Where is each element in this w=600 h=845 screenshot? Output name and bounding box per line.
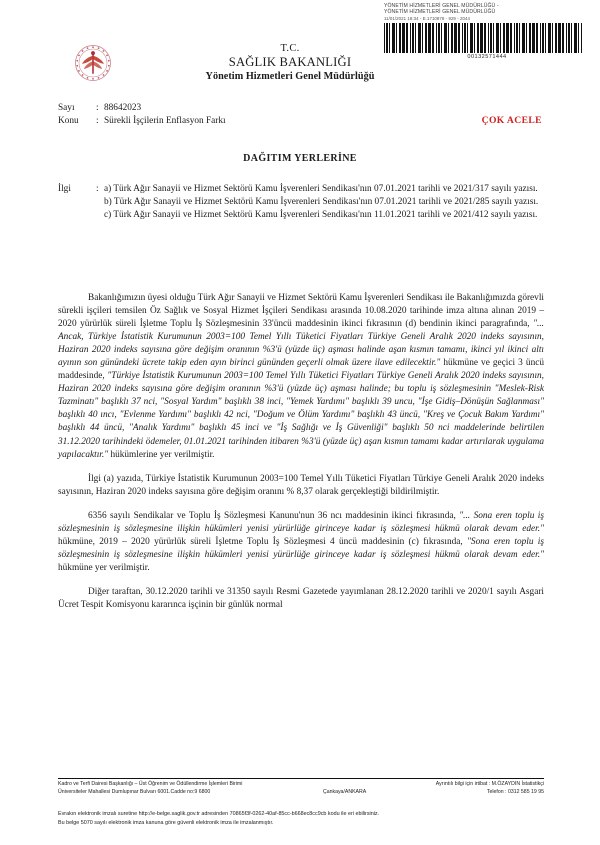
barcode-number: 00132571444 xyxy=(467,53,507,60)
distribution-title: DAĞITIM YERLERİNE xyxy=(243,153,357,164)
ilgi-label: İlgi xyxy=(58,184,71,194)
body-paragraph-2: İlgi (a) yazıda, Türkiye İstatistik Kurumunun 2003=100 Temel Yıllı Tüketici Fiyatları Türkiye Geneli Aralık 2020 indeks sayısının, Haziran 2020 indeks sayısına göre değişim oranını % 8,37 olarak gerçekleştiği bildirilmiştir. xyxy=(58,473,544,497)
body-paragraph-1 xyxy=(58,292,544,462)
reference-block xyxy=(58,183,544,222)
sayi-label: Sayı xyxy=(58,103,75,113)
body-paragraph-4: Diğer taraftan, 30.12.2020 tarihli ve 31350 sayılı Resmi Gazetede yayımlanan 28.12.2020 tarihli ve 2020/1 sayılı Asgari Ücret Tespit Komisyonu kararınca işçinin bir günlük normal xyxy=(58,586,544,610)
stamp-office-line-1: YÖNETİM HİZMETLERİ GENEL MÜDÜRLÜĞÜ - xyxy=(384,3,499,9)
stamp-office-line-2: YÖNETİM HİZMETLERİ GENEL MÜDÜRLÜĞÜ xyxy=(384,9,496,16)
p1-segment-c: hükümlerine yer verilmiştir. xyxy=(108,449,215,460)
body-paragraph-3 xyxy=(58,510,544,575)
heading-tc: T.C. xyxy=(280,43,300,54)
footer-divider xyxy=(58,778,544,779)
konu-label: Konu xyxy=(58,115,79,126)
meta-row-konu xyxy=(58,115,542,128)
konu-colon: : xyxy=(96,115,99,126)
footer-address: Üniversiteler Mahallesi Dumlupınar Bulvarı 6001.Cadde no:9 6800 xyxy=(58,789,211,796)
ministry-emblem-icon xyxy=(70,40,116,86)
sayi-colon: : xyxy=(96,103,99,113)
ilgi-item-c: c) Türk Ağır Sanayii ve Hizmet Sektörü Kamu İşverenleri Sendikası'nın 11.01.2021 tarihli ve 2021/412 sayılı yazısı. xyxy=(104,210,538,221)
p1-quote-2: "Türkiye İstatistik Kurumunun 2003=100 Temel Yıllı Tüketici Fiyatları Türkiye Geneli Aralık 2020 indeks sayısının, Haziran 2020 indeks sayısına göre değişim oranının %3'ü (yüzde üç) aşması halinde; bu toplu iş sözleşmesinin "Meslek-Risk Tazminatı" başlıklı 37 nci, "Sosyal Yardım" başlıklı 38 inci, "Yemek Yardımı" başlıklı 39 uncu, "İşe Gidiş–Dönüşün Sağlanması" başlıklı 40 ıncı, "Evlenme Yardımı" başlıklı 42 nci, "Doğum ve Ölüm Yardımı" başlıklı 43 üncü, "Kreş ve Çocuk Bakım Yardımı" başlıklı 44 üncü, "Analık Yardımı" başlıklı 45 inci ve "İş Sağlığı ve İş Güvenliği" başlıklı 50 nci maddelerinde belirtilen 31.12.2020 tarihindeki ödemeler, 01.01.2021 tarihinden itibaren %3'ü (yüzde üç) aşan kısmın tamamı kadar artırılarak uygulama yapılacaktır." xyxy=(58,371,544,460)
meta-row-sayi xyxy=(58,102,542,115)
stamp-datetime-reference: 11/01/2021 18:34 - E.1710878 - 929 - 2044 xyxy=(384,15,470,21)
footer-line-2 xyxy=(58,788,544,796)
urgency-badge: ÇOK ACELE xyxy=(481,114,542,126)
ilgi-colon: : xyxy=(96,184,99,194)
p1-segment-a: Bakanlığımızın üyesi olduğu Türk Ağır Sanayii ve Hizmet Sektörü Kamu İşverenleri Sendikası ile Bakanlığımızda görevli sürekli işçileri temsilen Öz Sağlık ve Sosyal Hizmet İşçileri Sendikası arasında 10.08.2020 tarihinde imza altına alınan 2019 – 2020 yürürlük süreli İşletme Toplu İş Sözleşmesinin 33'üncü maddesinin ikinci fıkrasının (d) bendinin ikinci paragrafında, xyxy=(58,293,544,330)
document-body xyxy=(58,292,544,623)
esign-law-line: Bu belge 5070 sayılı elektronik imza kanuna göre güvenli elektronik imza ile imzalanmıştır. xyxy=(58,819,274,826)
p3-segment-a: 6356 sayılı Sendikalar ve Toplu İş Sözleşmesi Kanunu'nun 36 ncı maddesinin ikinci fıkrasında, xyxy=(88,510,460,521)
electronic-signature-notice xyxy=(58,810,568,827)
p1-quote-1: "... Ancak, Türkiye İstatistik Kurumunun 2003=100 Temel Yıllı Tüketici Fiyatları Türkiye Geneli Aralık 2020 indeks sayısının, Haziran 2020 indeks sayısına göre değişim oranının %3'ü (yüzde üç) aşması halinde aşan kısmın tamamı, ikinci yıl ikinci altı ayının son günündeki ücrete takip eden ayın birinci gününden geçerli olmak üzere ilave edilecektir." xyxy=(58,319,544,369)
footer-contact-person: Ayrıntılı bilgi için irtibat : M.ÖZAYDIN İstatistikçi xyxy=(435,781,544,787)
p3-quote-1: "... Sona eren toplu iş sözleşmesinin iş sözleşmesine ilişkin hükümleri yenisi yürürlüğe girinceye kadar iş sözleşmesi hükmü olarak devam eder." xyxy=(58,510,544,534)
ilgi-item-list xyxy=(104,183,544,222)
ilgi-item-a: a) Türk Ağır Sanayii ve Hizmet Sektörü Kamu İşverenleri Sendikası'nın 07.01.2021 tarihli ve 2021/317 sayılı yazısı. xyxy=(104,184,538,194)
ilgi-item-b: b) Türk Ağır Sanayii ve Hizmet Sektörü Kamu İşverenleri Sendikası'nın 07.01.2021 tarihli ve 2021/285 sayılı yazısı. xyxy=(104,197,539,208)
p1-segment-b: hükmüne ve geçici 3 üncü maddesinde, xyxy=(58,358,544,382)
sayi-value: 88642023 xyxy=(104,103,142,113)
esign-verification-line: Evrakın elektronik imzalı suretine http://e-belge.saglik.gov.tr adresinden 70865f3f-0262-40af-85cc-b668ec8cc9cb kodu ile eri ebilirsiniz. xyxy=(58,811,380,817)
document-heading xyxy=(140,42,440,84)
konu-value: Sürekli İşçilerin Enflasyon Farkı xyxy=(104,115,226,126)
heading-directorate: Yönetim Hizmetleri Genel Müdürlüğü xyxy=(205,71,375,82)
footer-line-1 xyxy=(58,780,544,788)
heading-ministry: SAĞLIK BAKANLIĞI xyxy=(228,55,352,69)
p3-quote-2: "Sona eren toplu iş sözleşmesinin iş sözleşmesine ilişkin hükümleri yenisi yürürlüğe girinceye kadar iş sözleşmesi hükmü olarak devam eder." xyxy=(58,536,544,560)
document-meta xyxy=(58,102,542,127)
document-footer xyxy=(58,780,544,796)
footer-phone: Telefon : 0312 585 19 95 xyxy=(486,789,544,796)
footer-district: Çankaya/ANKARA xyxy=(322,789,367,796)
p3-segment-c: hükmüne yer verilmiştir. xyxy=(58,562,150,573)
footer-unit-name: Kadro ve Terfi Dairesi Başkanlığı – Üst Öğrenim ve Ödüllendirme İşlemleri Birimi xyxy=(58,781,243,787)
p3-segment-b: hükmüne, 2019 – 2020 yürürlük süreli İşletme Toplu İş Sözleşmesi 4 üncü maddesinin (c) fıkrasında, xyxy=(58,536,468,547)
